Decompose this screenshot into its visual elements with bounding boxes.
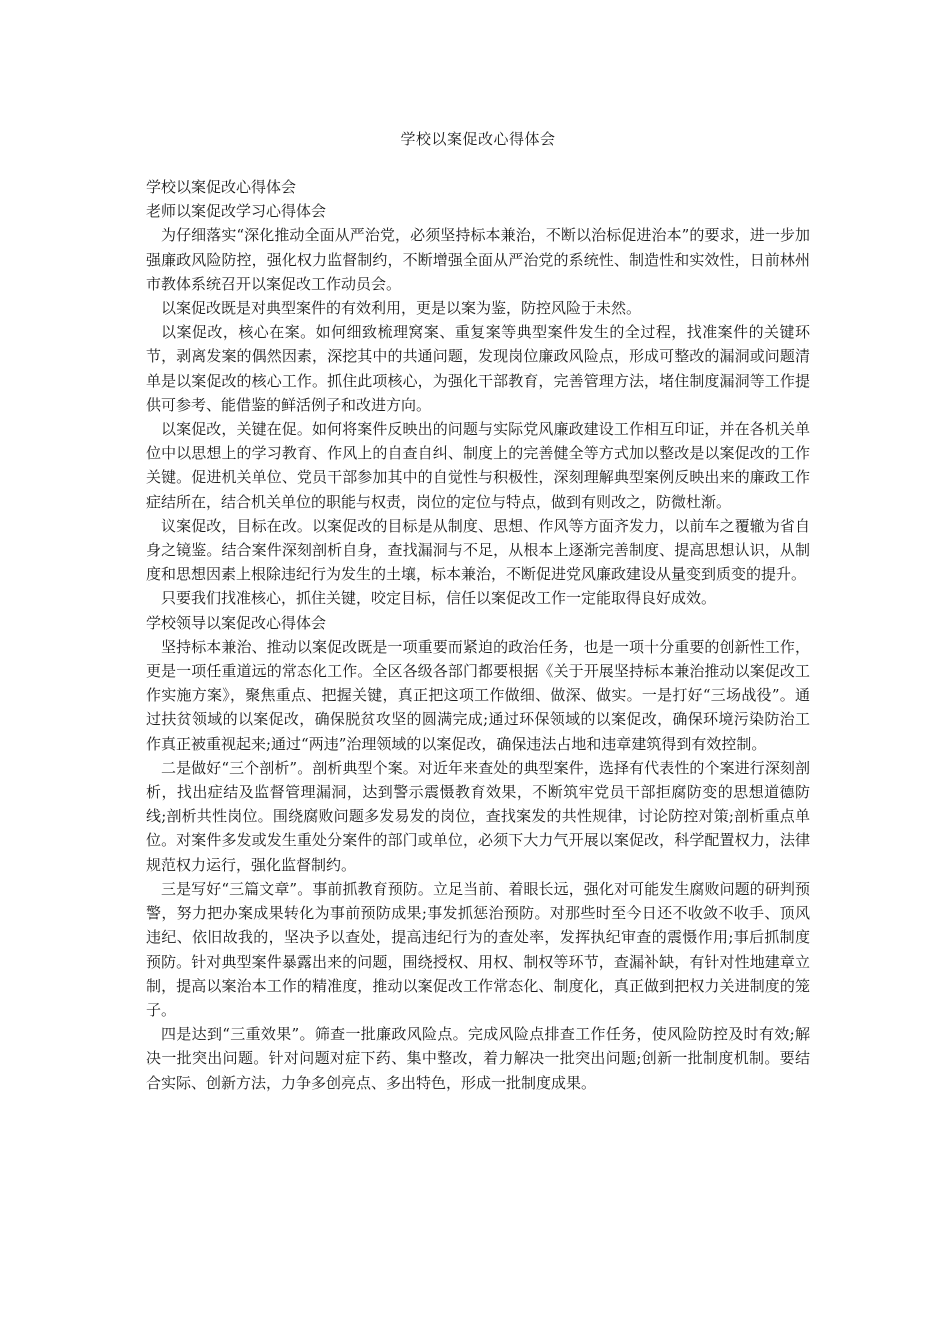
paragraph: 以案促改，关键在促。如何将案件反映出的问题与实际党风廉政建设工作相互印证，并在各机关单位中以思想上的学习教育、作风上的自查自纠、制度上的完善健全等方式加以整改是以案促改的工作关键。促进机关单位、党员干部参加其中的自觉性与积极性，深刻理解典型案例反映出来的廉政工作症结所在，结合机关单位的职能与权责，岗位的定位与特点，做到有则改之，防微杜渐。 xyxy=(146,420,810,511)
paragraph: 三是写好“三篇文章”。事前抓教育预防。立足当前、着眼长远，强化对可能发生腐败问题的研判预警，努力把办案成果转化为事前预防成果;事发抓惩治预防。对那些时至今日还不收敛不收手、顶风违纪、依旧故我的，坚决予以查处，提高违纪行为的查处率，发挥执纪审查的震慑作用;事后抓制度预防。针对典型案件暴露出来的问题，围绕授权、用权、制权等环节，查漏补缺，有针对性地建章立制，提高以案治本工作的精准度，推动以案促改工作常态化、制度化，真正做到把权力关进制度的笼子。 xyxy=(146,879,810,1019)
document-body xyxy=(146,175,810,1095)
paragraph: 议案促改，目标在改。以案促改的目标是从制度、思想、作风等方面齐发力，以前车之覆辙为省自身之镜鉴。结合案件深刻剖析自身，查找漏洞与不足，从根本上逐渐完善制度、提高思想认识，从制度和思想因素上根除违纪行为发生的土壤，标本兼治，不断促进党风廉政建设从量变到质变的提升。 xyxy=(146,516,810,584)
paragraph: 四是达到“三重效果”。筛查一批廉政风险点。完成风险点排查工作任务，使风险防控及时有效;解决一批突出问题。针对问题对症下药、集中整改，着力解决一批突出问题;创新一批制度机制。要结合实际、创新方法，力争多创亮点、多出特色，形成一批制度成果。 xyxy=(146,1025,810,1092)
section-heading: 老师以案促改学习心得体会 xyxy=(146,202,327,221)
section-heading: 学校以案促改心得体会 xyxy=(146,178,297,196)
paragraph: 只要我们找准核心，抓住关键，咬定目标，信任以案促改工作一定能取得良好成效。 xyxy=(161,589,717,608)
paragraph: 为仔细落实“深化推动全面从严治党，必须坚持标本兼治，不断以治标促进治本”的要求，进一步加强廉政风险防控，强化权力监督制约，不断增强全面从严治党的系统性、制造性和实效性，日前林州市教体系统召开以案促改工作动员会。 xyxy=(146,226,810,293)
paragraph: 二是做好“三个剖析”。剖析典型个案。对近年来查处的典型案件，选择有代表性的个案进行深刻剖析，找出症结及监督管理漏洞，达到警示震慑教育效果，不断筑牢党员干部拒腐防变的思想道德防线;剖析共性岗位。围绕腐败问题多发易发的岗位，查找案发的共性规律，讨论防控对策;剖析重点单位。对案件多发或发生重处分案件的部门或单位，必须下大力气开展以案促改，科学配置权力，法律规范权力运行，强化监督制约。 xyxy=(146,758,810,874)
document-title: 学校以案促改心得体会 xyxy=(400,130,556,148)
section-heading: 学校领导以案促改心得体会 xyxy=(146,613,327,632)
paragraph: 以案促改，核心在案。如何细致梳理窝案、重复案等典型案件发生的全过程，找准案件的关键环节，剥离发案的偶然因素，深挖其中的共通问题，发现岗位廉政风险点，形成可整改的漏洞或问题清单是以案促改的核心工作。抓住此项核心，为强化干部教育，完善管理方法，堵住制度漏洞等工作提供可参考、能借鉴的鲜活例子和改进方向。 xyxy=(146,323,810,414)
paragraph: 以案促改既是对典型案件的有效利用，更是以案为鉴，防控风险于未然。 xyxy=(161,299,642,318)
paragraph: 坚持标本兼治、推动以案促改既是一项重要而紧迫的政治任务，也是一项十分重要的创新性工作，更是一项任重道远的常态化工作。全区各级各部门都要根据《关于开展坚持标本兼治推动以案促改工作实施方案》，聚焦重点、把握关键，真正把这项工作做细、做深、做实。一是打好“三场战役”。通过扶贫领域的以案促改，确保脱贫攻坚的圆满完成;通过环保领域的以案促改，确保环境污染防治工作真正被重视起来;通过“两违”治理领域的以案促改，确保违法占地和违章建筑得到有效控制。 xyxy=(146,637,810,753)
